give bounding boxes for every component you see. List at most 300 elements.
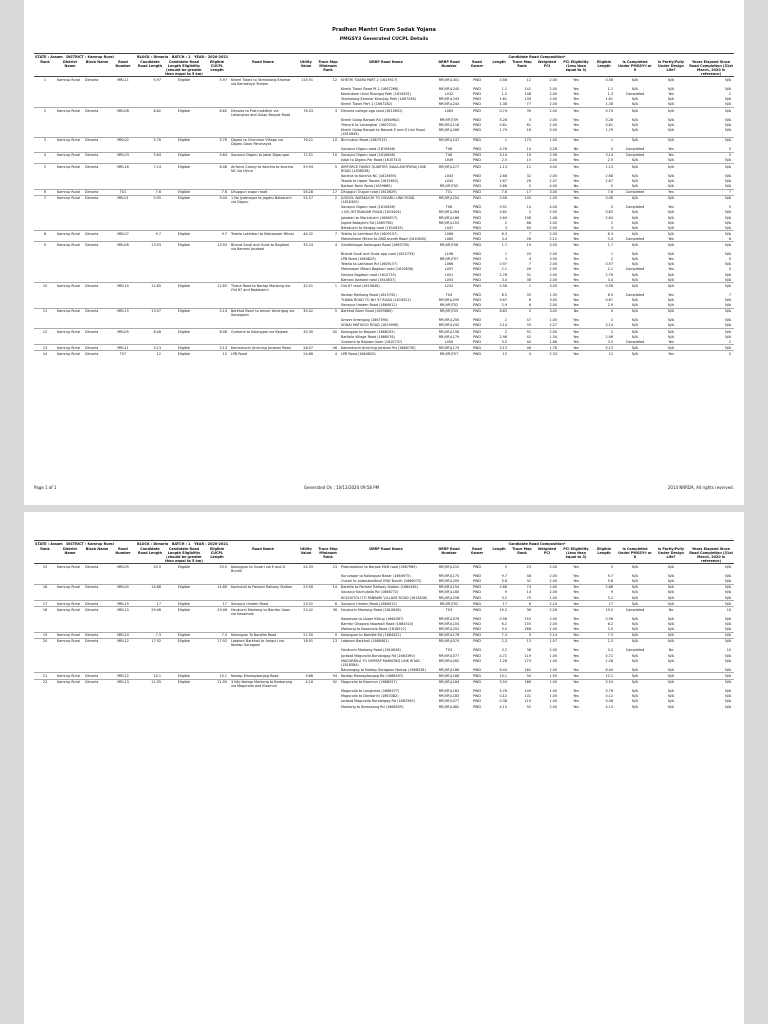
- table-cell: 1.3: [607, 92, 613, 97]
- table-cell: N/A: [668, 694, 674, 699]
- table-cell: Yes: [560, 152, 592, 158]
- table-cell: 162: [524, 667, 531, 672]
- table-cell: Dimoria: [84, 308, 110, 318]
- table-cell: Eligible: [164, 329, 204, 335]
- table-cell: 4.15: [499, 704, 507, 709]
- table-cell: [204, 658, 230, 667]
- table-cell: Ouzari to pubmalodiburi END Bundh (1666072): [341, 579, 422, 584]
- table-cell: Yes: [654, 351, 688, 357]
- table-cell: 9: [34, 242, 56, 252]
- table-cell: 4: [316, 351, 340, 357]
- table-cell: Yes: [573, 658, 579, 663]
- table-cell: T04: [445, 292, 453, 297]
- table-cell: Gumeria to Bejowe Gaon (1610737): [341, 339, 403, 344]
- table-cell: RR(VR)L166: [438, 215, 460, 220]
- table-cell: Batakuchi to Borgog road (1610655): [341, 225, 403, 230]
- table-cell: N/A: [632, 257, 638, 262]
- table-cell: 2.3: [488, 638, 510, 648]
- table-cell: N/A: [668, 334, 674, 339]
- table-cell: RR(VR)L250: [438, 318, 460, 323]
- table-cell: Completed: [625, 339, 645, 344]
- table-cell: PWD: [472, 574, 481, 579]
- year-label: YEAR : 2020-2021: [194, 541, 229, 546]
- table-cell: [34, 658, 56, 667]
- table-cell: 6.2: [607, 622, 613, 626]
- table-cell: Trimurti to Lahanghar (1667210): [341, 122, 397, 127]
- table-cell: Yes: [573, 699, 579, 704]
- table-cell: N/A: [668, 220, 674, 225]
- table-cell: N/A: [725, 215, 732, 220]
- table-cell: MRL04: [110, 584, 136, 590]
- table-cell: Old 67 road (1610648): [340, 283, 432, 293]
- table-cell: 9: [610, 590, 613, 595]
- table-cell: 21.50: [296, 632, 316, 638]
- table-cell: 0.74: [488, 108, 510, 118]
- table-cell: N/A: [725, 158, 732, 163]
- table-cell: Yes: [573, 252, 579, 257]
- table-cell: N/A: [632, 220, 638, 225]
- table-cell: 5: [488, 564, 510, 574]
- table-cell: N/A: [632, 277, 638, 282]
- table-cell: 10.1: [488, 673, 510, 679]
- table-cell: 0.58: [488, 283, 510, 293]
- table-cell: PWD: [466, 164, 488, 174]
- table-cell: PWD: [472, 292, 481, 297]
- table-cell: N/A: [688, 242, 734, 252]
- table-cell: N/A: [688, 601, 734, 607]
- column-header: PCI Eligibility (Less than equal to 3): [560, 59, 592, 77]
- table-cell: Completed: [625, 292, 645, 297]
- column-header: DRRP Road Number: [432, 546, 466, 564]
- table-cell: PWD: [466, 308, 488, 318]
- table-cell: 46: [316, 345, 340, 351]
- table-cell: MRL10: [110, 607, 136, 617]
- table-cell: [296, 658, 316, 667]
- table-cell: 3.14: [499, 323, 507, 328]
- table-cell: N/A: [688, 77, 734, 87]
- table-cell: Yes: [573, 87, 579, 92]
- table-cell: Yes: [573, 262, 579, 267]
- table-cell: [316, 127, 340, 137]
- table-cell: 10: [688, 607, 734, 617]
- table-cell: 76.21: [296, 137, 316, 147]
- table-cell: 6.3: [592, 231, 616, 237]
- table-row: [34, 351, 734, 357]
- header-row: [34, 546, 734, 564]
- table-cell: N/A: [725, 694, 732, 699]
- table-cell: N/A: [668, 97, 674, 102]
- table-cell: 3.5: [607, 627, 613, 632]
- table-cell: Completed: [625, 648, 645, 653]
- table-cell: PWD: [472, 225, 481, 230]
- table-cell: 1.7: [488, 242, 510, 252]
- table-cell: MRL02: [110, 137, 136, 147]
- table-cell: Yes: [668, 339, 674, 344]
- table-cell: 13: [510, 638, 534, 648]
- table-cell: L252: [432, 283, 466, 293]
- table-cell: 101: [524, 694, 531, 699]
- table-cell: 5: [592, 564, 616, 574]
- table-cell: 4: [510, 351, 534, 357]
- table-cell: PWD: [472, 147, 481, 152]
- table-cell: N/A: [725, 323, 732, 328]
- table-cell: Khetri Tiaoni Road Pt 2 (1667268): [341, 87, 399, 92]
- table-cell: PWD: [472, 205, 481, 210]
- table-cell: N/A: [632, 658, 638, 663]
- table-row: [34, 164, 734, 174]
- table-cell: [136, 658, 164, 667]
- table-cell: Jorabat Magurolla Bondorgog Rd (1663390): [341, 653, 415, 658]
- column-header: Block Name: [84, 59, 110, 77]
- table-cell: Yes: [573, 579, 579, 584]
- table-cell: 7.6: [204, 189, 230, 195]
- table-cell: MRL16: [110, 164, 136, 174]
- table-cell: N/A: [632, 298, 638, 302]
- table-cell: 12: [34, 329, 56, 335]
- table-cell: 1.86: [549, 339, 557, 344]
- table-cell: 2.76: [499, 272, 507, 277]
- table-cell: PWD: [472, 127, 481, 132]
- table-cell: 3.4: [607, 236, 613, 241]
- table-cell: 0.81: [499, 122, 507, 127]
- table-cell: Eligible: [164, 564, 204, 574]
- table-cell: 2.00: [534, 108, 560, 118]
- table-cell: N/A: [616, 345, 654, 351]
- table-cell: 1.26: [605, 658, 613, 663]
- table-cell: 3.2: [607, 648, 613, 653]
- table-cell: 3: [34, 137, 56, 147]
- table-cell: N/A: [632, 704, 638, 709]
- table-cell: PWD: [466, 673, 488, 679]
- table-cell: 31: [526, 272, 531, 277]
- column-header: Length: [488, 59, 510, 77]
- table-cell: 1.61: [605, 97, 613, 102]
- table-row: [34, 704, 734, 709]
- table-cell: Yes: [573, 653, 579, 658]
- table-cell: Yes: [560, 673, 592, 679]
- table-cell: LPB Road: [230, 351, 296, 357]
- table-cell: Tepola to Upper Tepola (1615651): [341, 178, 399, 183]
- table-cell: PWD: [472, 117, 481, 122]
- table-cell: Yes: [573, 616, 579, 621]
- table-cell: 1.00: [549, 595, 557, 600]
- table-cell: 3.14: [488, 152, 510, 158]
- table-cell: N/A: [668, 574, 674, 579]
- table-cell: 5: [316, 164, 340, 174]
- table-cell: Eligible: [164, 607, 204, 617]
- table-cell: 9.95: [136, 195, 164, 205]
- table-cell: [34, 127, 56, 137]
- table-cell: 9.7: [607, 574, 613, 579]
- table-cell: [84, 658, 110, 667]
- table-cell: N/A: [668, 262, 674, 267]
- table-cell: L050: [444, 339, 454, 344]
- table-cell: Kolongpar to Ouzari via E and D Bundh: [230, 564, 296, 574]
- table-cell: 12: [510, 77, 534, 87]
- table-cell: Yes: [573, 622, 579, 626]
- table-cell: 3.14: [592, 152, 616, 158]
- table-cell: Dimoria: [84, 673, 110, 679]
- table-cell: N/A: [725, 117, 732, 122]
- table-cell: 8: [728, 236, 732, 241]
- table-cell: N/A: [632, 579, 638, 584]
- table-cell: 2.9: [501, 303, 507, 308]
- table-cell: N/A: [668, 272, 674, 277]
- table-cell: Eligible: [164, 137, 204, 147]
- table-cell: PWD: [466, 632, 488, 638]
- table-cell: 3.4: [501, 236, 507, 241]
- table-cell: 8: [34, 231, 56, 237]
- table-cell: 1 NO JYOTINAGAR ROAD (1619404): [341, 210, 402, 215]
- table-cell: N/A: [668, 590, 674, 595]
- table-cell: N/A: [725, 622, 732, 626]
- table-cell: Kamrup Rural: [56, 137, 84, 147]
- table-cell: 2.5: [607, 158, 613, 163]
- table-cell: N/A: [632, 689, 638, 694]
- table-cell: Dimoria: [84, 351, 110, 357]
- table-cell: N/A: [616, 679, 654, 689]
- table-cell: [204, 704, 230, 709]
- table-cell: 17: [488, 601, 510, 607]
- table-cell: Gumeria to Kolongpar via Bejowe: [230, 329, 296, 335]
- table-row: [34, 283, 734, 293]
- table-cell: Kamrup Rural: [56, 164, 84, 174]
- block-label: BLOCK : Dimoria: [137, 541, 169, 546]
- column-header: Weighted PCI: [534, 546, 560, 564]
- table-cell: 5: [688, 152, 734, 158]
- table-cell: Kamrup Rural: [56, 152, 84, 158]
- table-cell: Khetri Golap Barpak to Barpak E and D Link Road (1810849): [341, 127, 425, 136]
- table-cell: RR(VR)L104: [438, 622, 460, 626]
- table-cell: 2.00: [549, 122, 557, 127]
- table-cell: 17: [316, 189, 340, 195]
- table-cell: Eligible: [164, 77, 204, 87]
- table-cell: PWD: [466, 108, 488, 118]
- table-row: [34, 308, 734, 318]
- table-cell: Kamrup Rural: [56, 242, 84, 252]
- table-cell: 48: [526, 574, 531, 579]
- table-cell: 2.12: [549, 236, 557, 241]
- table-cell: L066: [432, 231, 466, 237]
- table-cell: Kamrup Rural: [56, 584, 84, 590]
- column-header: Eligible CUCPL Length: [204, 59, 230, 77]
- table-cell: RR(VR)L179: [438, 334, 460, 339]
- table-cell: 5.28: [605, 117, 613, 122]
- table-cell: MRL19: [110, 601, 136, 607]
- table-cell: 77: [526, 102, 531, 107]
- table-cell: 44.32: [296, 231, 316, 237]
- table-cell: 2: [488, 329, 510, 335]
- table-cell: 19.2: [592, 607, 616, 617]
- table-cell: [110, 704, 136, 709]
- table-cell: N/A: [616, 601, 654, 607]
- table-cell: 5: [34, 164, 56, 174]
- table-cell: N/A: [632, 694, 638, 699]
- table-body: [34, 564, 734, 709]
- table-cell: N/A: [616, 638, 654, 648]
- table-cell: 24.39: [296, 564, 316, 574]
- table-cell: N/A: [632, 252, 638, 257]
- table-cell: T06: [445, 147, 453, 152]
- table-cell: 94: [316, 673, 340, 679]
- column-header: PCI Eligibility (Less than equal to 3): [560, 546, 592, 564]
- table-cell: N/A: [654, 345, 688, 351]
- table-cell: 2: [610, 220, 613, 225]
- table-cell: 5: [728, 205, 732, 210]
- table-cell: PWD: [472, 277, 481, 282]
- table-cell: 3.54: [592, 679, 616, 689]
- table-cell: Barkhat Barni Road (1659680): [340, 308, 432, 318]
- table-cell: Hahora Bagibari road (1610733): [341, 272, 396, 277]
- table-cell: 0.81: [605, 122, 613, 127]
- table-cell: 2.00: [534, 564, 560, 574]
- table-cell: 8.62: [204, 108, 230, 118]
- table-cell: Kamrup Rural: [56, 189, 84, 195]
- table-cell: 13.93: [136, 242, 164, 252]
- table-cell: N/A: [725, 658, 732, 663]
- table-cell: N/A: [616, 584, 654, 590]
- table-cell: Haukuchi Markong Road (1610636): [341, 648, 401, 653]
- table-cell: 141: [524, 87, 531, 92]
- table-cell: N/A: [632, 210, 638, 215]
- table-cell: 5.97: [204, 77, 230, 87]
- table-cell: Magurolla to Longkulak (1668577): [341, 689, 400, 694]
- table-cell: PWD: [466, 351, 488, 357]
- table-cell: N/A: [725, 277, 732, 282]
- table-cell: Pubmaladiuri to Barpak END road (1667989): [340, 564, 432, 574]
- table-cell: Sonapur Digaru road (1610646): [340, 152, 432, 158]
- table-cell: 2.68: [592, 584, 616, 590]
- table-cell: [136, 127, 164, 137]
- table-cell: Kolongpar To Barbilla Road: [230, 632, 296, 638]
- table-cell: Yes: [668, 236, 674, 241]
- header-row: [34, 59, 734, 77]
- table-cell: 198: [524, 215, 531, 220]
- table-cell: 149: [524, 689, 531, 694]
- table-cell: Sonapur Digaru road (1610646): [341, 147, 396, 152]
- table-cell: Yes: [573, 318, 579, 323]
- table-cell: Nortap Markong Road (1615742): [341, 292, 397, 297]
- table-cell: PWD: [472, 298, 481, 302]
- table-cell: Yes: [573, 225, 579, 230]
- table-cell: Yes: [560, 231, 592, 237]
- table-cell: Dimoria: [84, 584, 110, 590]
- table-cell: 2: [610, 318, 613, 323]
- table-cell: Kendubam Uloni Rhongoj Path (1615631): [341, 92, 412, 97]
- table-cell: 4.18: [296, 679, 316, 689]
- table-cell: Dimoria: [84, 195, 110, 205]
- table-cell: N/A: [688, 283, 734, 293]
- year-label: YEAR : 2020-2021: [194, 54, 229, 59]
- table-cell: 2.00: [549, 210, 557, 215]
- table-cell: PWD: [472, 622, 481, 626]
- table-cell: N/A: [668, 252, 674, 257]
- table-cell: AIRFORCE FAMILY QUARTER (NAULAGHPURA) LINK ROAD (1838038): [340, 164, 432, 174]
- table-cell: N/A: [616, 564, 654, 574]
- column-header: DRRP Road Number: [432, 59, 466, 77]
- table-cell: 15: [526, 158, 531, 163]
- table-cell: Bamfor Ghogora Nowatoli Road (1664510): [341, 622, 414, 626]
- table-cell: 3.00: [549, 127, 557, 132]
- table-cell: Kamrup Rural: [56, 195, 84, 205]
- table-cell: Maheswari Mitani Bagibari road (1610638): [341, 267, 414, 272]
- table-cell: N/A: [616, 351, 654, 357]
- table-cell: 58.28: [296, 189, 316, 195]
- table-cell: 30.30: [296, 329, 316, 335]
- table-cell: 40: [316, 329, 340, 335]
- table-cell: Yes: [560, 137, 592, 147]
- table-cell: [56, 127, 84, 137]
- table-cell: 23: [510, 564, 534, 574]
- table-cell: PWD: [466, 601, 488, 607]
- table-cell: 10.1: [592, 673, 616, 679]
- table-cell: RR(VR)T07: [439, 257, 459, 262]
- table-cell: Completed: [625, 267, 645, 272]
- table-cell: 3.14: [605, 323, 613, 328]
- table-cell: 2.00: [549, 574, 557, 579]
- table-cell: 2: [728, 339, 732, 344]
- table-cell: 10.1: [204, 673, 230, 679]
- table-cell: PWD: [472, 262, 481, 267]
- table-cell: 173: [510, 137, 534, 147]
- table-cell: 42: [526, 334, 531, 339]
- table-cell: N/A: [725, 122, 732, 127]
- table-cell: 11: [34, 308, 56, 318]
- table-cell: 29.46: [136, 607, 164, 617]
- column-header: Length: [488, 546, 510, 564]
- table-cell: N/A: [725, 97, 732, 102]
- table-cell: [110, 658, 136, 667]
- table-cell: 2.1: [607, 267, 613, 272]
- district-label: DISTRICT : Kamrup Rural: [66, 541, 114, 546]
- table-cell: N/A: [632, 102, 638, 107]
- table-cell: Kamarkuchi Amching Jorabari Road: [230, 345, 296, 351]
- table-cell: N/A: [668, 183, 674, 188]
- table-cell: Yes: [573, 267, 579, 272]
- table-cell: Eligible: [164, 351, 204, 357]
- table-cell: Completed: [616, 152, 654, 158]
- column-header: Road Name: [230, 546, 296, 564]
- table-cell: 4.76: [499, 147, 507, 152]
- column-header: District Name: [56, 59, 84, 77]
- table-cell: 5.76: [136, 137, 164, 147]
- table-cell: PWD: [472, 318, 481, 323]
- state-label: STATE : Assam: [35, 54, 63, 59]
- table-cell: 14: [316, 584, 340, 590]
- table-cell: 39: [510, 108, 534, 118]
- table-cell: N/A: [632, 225, 638, 230]
- table-cell: N/A: [616, 329, 654, 335]
- table-cell: 14.88: [204, 584, 230, 590]
- table-cell: Completed: [625, 236, 645, 241]
- table-cell: Eligible: [164, 345, 204, 351]
- table-cell: N/A: [616, 632, 654, 638]
- table-cell: Kamrup Rural: [56, 77, 84, 87]
- table-cell: MRL07: [110, 231, 136, 237]
- table-cell: 49: [526, 267, 531, 272]
- table-cell: 20.5: [204, 564, 230, 574]
- table-cell: N/A: [654, 632, 688, 638]
- table-cell: Yes: [560, 632, 592, 638]
- table-cell: PWD: [472, 704, 481, 709]
- table-cell: 23.42: [296, 607, 316, 617]
- table-cell: 4.15: [605, 704, 613, 709]
- table-cell: Yes: [560, 329, 592, 335]
- table-cell: No: [560, 308, 592, 318]
- table-cell: 38: [526, 277, 531, 282]
- table-cell: N/A: [725, 173, 732, 178]
- table-cell: 12.65: [136, 283, 164, 293]
